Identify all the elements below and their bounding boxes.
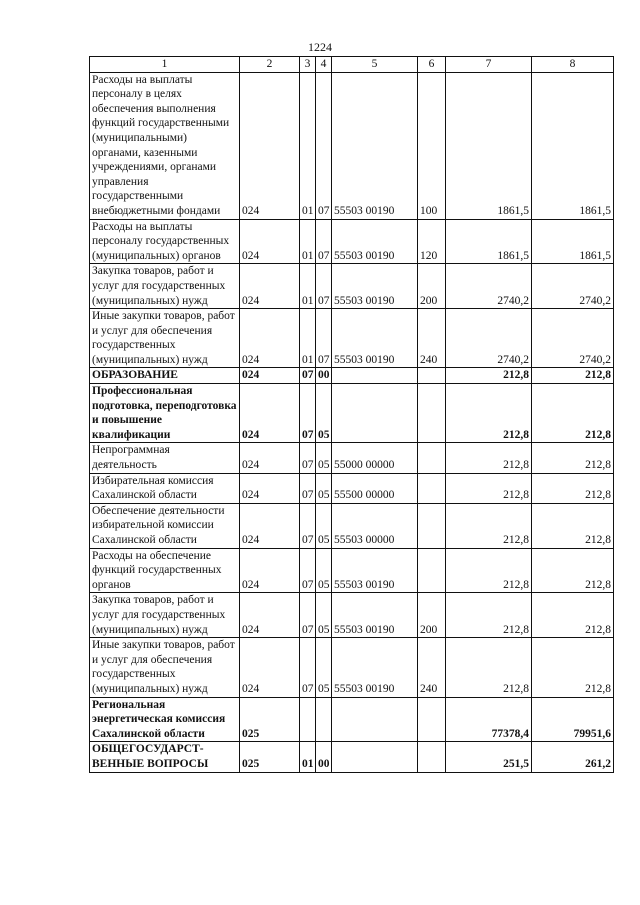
expense-type-code — [418, 697, 446, 742]
amount-year-1: 212,8 — [446, 368, 532, 384]
ministry-code: 024 — [240, 384, 300, 443]
table-row — [90, 503, 614, 548]
amount-year-2: 212,8 — [532, 384, 614, 443]
section-code: 07 — [300, 443, 316, 473]
ministry-code: 024 — [240, 503, 300, 548]
column-header: 6 — [418, 57, 446, 73]
section-code: 01 — [300, 219, 316, 264]
table-body — [90, 72, 614, 772]
column-header: 3 — [300, 57, 316, 73]
ministry-code: 024 — [240, 593, 300, 638]
table-row — [90, 742, 614, 772]
amount-year-2: 1861,5 — [532, 72, 614, 219]
item-name: Обеспечение деятельности избирательной комиссии Сахалинской области — [90, 503, 240, 548]
target-article-code: 55000 00000 — [332, 443, 418, 473]
expense-type-code — [418, 384, 446, 443]
page-number: 1224 — [308, 40, 332, 54]
section-code: 07 — [300, 593, 316, 638]
ministry-code: 024 — [240, 264, 300, 309]
table-row — [90, 443, 614, 473]
column-header: 5 — [332, 57, 418, 73]
column-header: 8 — [532, 57, 614, 73]
section-code: 07 — [300, 503, 316, 548]
subsection-code: 07 — [316, 264, 332, 309]
target-article-code: 55503 00190 — [332, 593, 418, 638]
ministry-code: 024 — [240, 309, 300, 368]
amount-year-2: 212,8 — [532, 473, 614, 503]
amount-year-2: 212,8 — [532, 548, 614, 593]
subsection-code: 00 — [316, 368, 332, 384]
expense-type-code: 100 — [418, 72, 446, 219]
section-code — [300, 697, 316, 742]
table-row — [90, 264, 614, 309]
subsection-code: 05 — [316, 593, 332, 638]
target-article-code: 55503 00190 — [332, 264, 418, 309]
header-row — [90, 57, 614, 73]
subsection-code: 05 — [316, 473, 332, 503]
target-article-code: 55503 00190 — [332, 638, 418, 697]
section-code: 01 — [300, 72, 316, 219]
expense-type-code: 200 — [418, 264, 446, 309]
amount-year-1: 212,8 — [446, 503, 532, 548]
amount-year-2: 212,8 — [532, 638, 614, 697]
amount-year-1: 2740,2 — [446, 309, 532, 368]
amount-year-2: 261,2 — [532, 742, 614, 772]
subsection-code: 00 — [316, 742, 332, 772]
target-article-code — [332, 742, 418, 772]
subsection-code: 05 — [316, 503, 332, 548]
section-code: 07 — [300, 368, 316, 384]
table-row — [90, 638, 614, 697]
expense-type-code: 240 — [418, 309, 446, 368]
subsection-code: 05 — [316, 384, 332, 443]
target-article-code: 55503 00190 — [332, 548, 418, 593]
item-name: Закупка товаров, работ и услуг для государственных (муниципальных) нужд — [90, 593, 240, 638]
section-code: 07 — [300, 638, 316, 697]
amount-year-1: 77378,4 — [446, 697, 532, 742]
table-row — [90, 384, 614, 443]
amount-year-2: 79951,6 — [532, 697, 614, 742]
amount-year-2: 212,8 — [532, 503, 614, 548]
expense-type-code: 200 — [418, 593, 446, 638]
ministry-code: 024 — [240, 72, 300, 219]
ministry-code: 024 — [240, 548, 300, 593]
column-header: 4 — [316, 57, 332, 73]
expense-type-code — [418, 503, 446, 548]
amount-year-1: 212,8 — [446, 384, 532, 443]
budget-table — [89, 56, 614, 773]
table-row — [90, 473, 614, 503]
target-article-code — [332, 697, 418, 742]
column-header: 7 — [446, 57, 532, 73]
table-row — [90, 219, 614, 264]
section-code: 01 — [300, 309, 316, 368]
item-name: Избирательная комиссия Сахалинской области — [90, 473, 240, 503]
subsection-code: 07 — [316, 309, 332, 368]
item-name: Закупка товаров, работ и услуг для государственных (муниципальных) нужд — [90, 264, 240, 309]
amount-year-2: 2740,2 — [532, 309, 614, 368]
subsection-code: 07 — [316, 72, 332, 219]
target-article-code — [332, 368, 418, 384]
item-name: ОБРАЗОВАНИЕ — [90, 368, 240, 384]
expense-type-code: 240 — [418, 638, 446, 697]
ministry-code: 024 — [240, 368, 300, 384]
column-header: 1 — [90, 57, 240, 73]
subsection-code: 05 — [316, 548, 332, 593]
amount-year-2: 212,8 — [532, 443, 614, 473]
section-code: 01 — [300, 742, 316, 772]
amount-year-2: 2740,2 — [532, 264, 614, 309]
amount-year-2: 1861,5 — [532, 219, 614, 264]
table-row — [90, 72, 614, 219]
table-row — [90, 548, 614, 593]
expense-type-code — [418, 443, 446, 473]
expense-type-code — [418, 742, 446, 772]
target-article-code — [332, 384, 418, 443]
ministry-code: 024 — [240, 473, 300, 503]
target-article-code: 55503 00190 — [332, 309, 418, 368]
item-name: ОБЩЕГОСУДАРСТ-ВЕННЫЕ ВОПРОСЫ — [90, 742, 240, 772]
expense-type-code — [418, 473, 446, 503]
item-name: Иные закупки товаров, работ и услуг для обеспечения государственных (муниципальных) нужд — [90, 638, 240, 697]
amount-year-1: 1861,5 — [446, 72, 532, 219]
amount-year-1: 212,8 — [446, 548, 532, 593]
section-code: 07 — [300, 384, 316, 443]
amount-year-1: 2740,2 — [446, 264, 532, 309]
section-code: 07 — [300, 473, 316, 503]
amount-year-1: 251,5 — [446, 742, 532, 772]
subsection-code: 05 — [316, 443, 332, 473]
subsection-code — [316, 697, 332, 742]
table-row — [90, 697, 614, 742]
item-name: Профессиональная подготовка, переподготовка и повышение квалификации — [90, 384, 240, 443]
expense-type-code — [418, 368, 446, 384]
target-article-code: 55500 00000 — [332, 473, 418, 503]
amount-year-1: 212,8 — [446, 638, 532, 697]
amount-year-1: 212,8 — [446, 443, 532, 473]
table-row — [90, 309, 614, 368]
ministry-code: 025 — [240, 697, 300, 742]
item-name: Расходы на обеспечение функций государственных органов — [90, 548, 240, 593]
ministry-code: 024 — [240, 219, 300, 264]
subsection-code: 07 — [316, 219, 332, 264]
amount-year-2: 212,8 — [532, 368, 614, 384]
section-code: 07 — [300, 548, 316, 593]
ministry-code: 024 — [240, 443, 300, 473]
expense-type-code: 120 — [418, 219, 446, 264]
column-header: 2 — [240, 57, 300, 73]
amount-year-1: 212,8 — [446, 473, 532, 503]
item-name: Региональная энергетическая комиссия Сахалинской области — [90, 697, 240, 742]
target-article-code: 55503 00190 — [332, 72, 418, 219]
amount-year-1: 1861,5 — [446, 219, 532, 264]
item-name: Расходы на выплаты персоналу в целях обеспечения выполнения функций государственными (муниципальными) органами, казенными учреждениями, органами управления государственными внебюджетными фондами — [90, 72, 240, 219]
budget-table-container — [89, 56, 613, 773]
amount-year-1: 212,8 — [446, 593, 532, 638]
section-code: 01 — [300, 264, 316, 309]
table-row — [90, 593, 614, 638]
target-article-code: 55503 00190 — [332, 219, 418, 264]
item-name: Непрограммная деятельность — [90, 443, 240, 473]
expense-type-code — [418, 548, 446, 593]
subsection-code: 05 — [316, 638, 332, 697]
target-article-code: 55503 00000 — [332, 503, 418, 548]
item-name: Иные закупки товаров, работ и услуг для обеспечения государственных (муниципальных) нужд — [90, 309, 240, 368]
table-row — [90, 368, 614, 384]
amount-year-2: 212,8 — [532, 593, 614, 638]
item-name: Расходы на выплаты персоналу государственных (муниципальных) органов — [90, 219, 240, 264]
ministry-code: 024 — [240, 638, 300, 697]
ministry-code: 025 — [240, 742, 300, 772]
